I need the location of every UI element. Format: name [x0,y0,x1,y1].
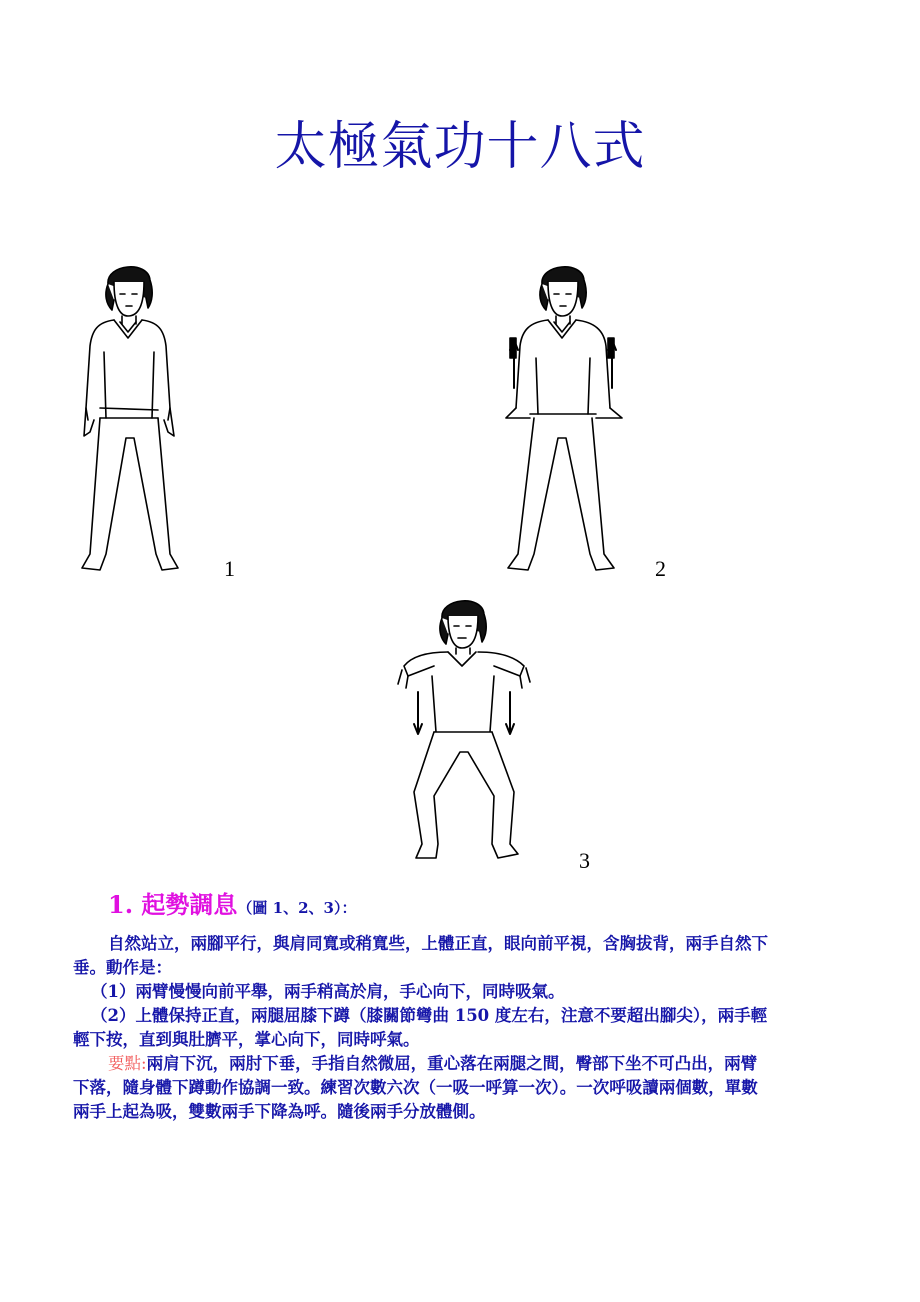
intro-line-2: 垂。動作是： [73,958,172,977]
intro-line-1: 自然站立，兩腳平行，與肩同寬或稍寬些，上體正直，眼向前平視，含胸拔背，兩手自然下 [108,934,768,953]
step-1-paragraph [73,980,853,1004]
figure-3-number: 3 [579,848,590,873]
key-points-paragraph [73,1052,853,1124]
key-points-line-3: 兩手上起為吸，雙數兩手下降為呼。隨後兩手分放體側。 [73,1102,486,1121]
page-title: 太極氣功十八式 [274,117,646,177]
figure-2-arms-rising-illustration [500,258,630,576]
step-2-line-2: 輕下按，直到與肚臍平，掌心向下，同時呼氣。 [73,1030,420,1049]
key-points-line-2: 下落，隨身體下蹲動作協調一致。練習次數六次（一吸一呼算一次）。一次呼吸讀兩個數，單數 [73,1078,758,1097]
intro-paragraph [73,932,853,980]
figure-1-standing-illustration [70,258,190,576]
key-points-line-1: 兩肩下沉，兩肘下垂，手指自然微屈，重心落在兩腿之間，臀部下坐不可凸出，兩臂 [146,1054,758,1073]
step-1-text: （1）兩臂慢慢向前平舉，兩手稍高於肩，手心向下，同時吸氣。 [91,982,565,1001]
step-2-line-1: （2）上體保持正直，兩腿屈膝下蹲（膝關節彎曲 150 度左右，注意不要超出腳尖），兩手輕 [91,1006,768,1025]
figure-2-number: 2 [655,556,666,581]
figure-1-number: 1 [224,556,235,581]
figure-3-squat-illustration [394,592,544,864]
section-number: 1. [108,890,134,919]
step-2-paragraph [73,1004,853,1052]
section-heading [108,888,356,925]
key-points-label: 要點: [108,1054,147,1073]
section-name: 起勢調息 [141,890,238,919]
figure-reference: （圖 1、2、3）： [237,899,357,917]
